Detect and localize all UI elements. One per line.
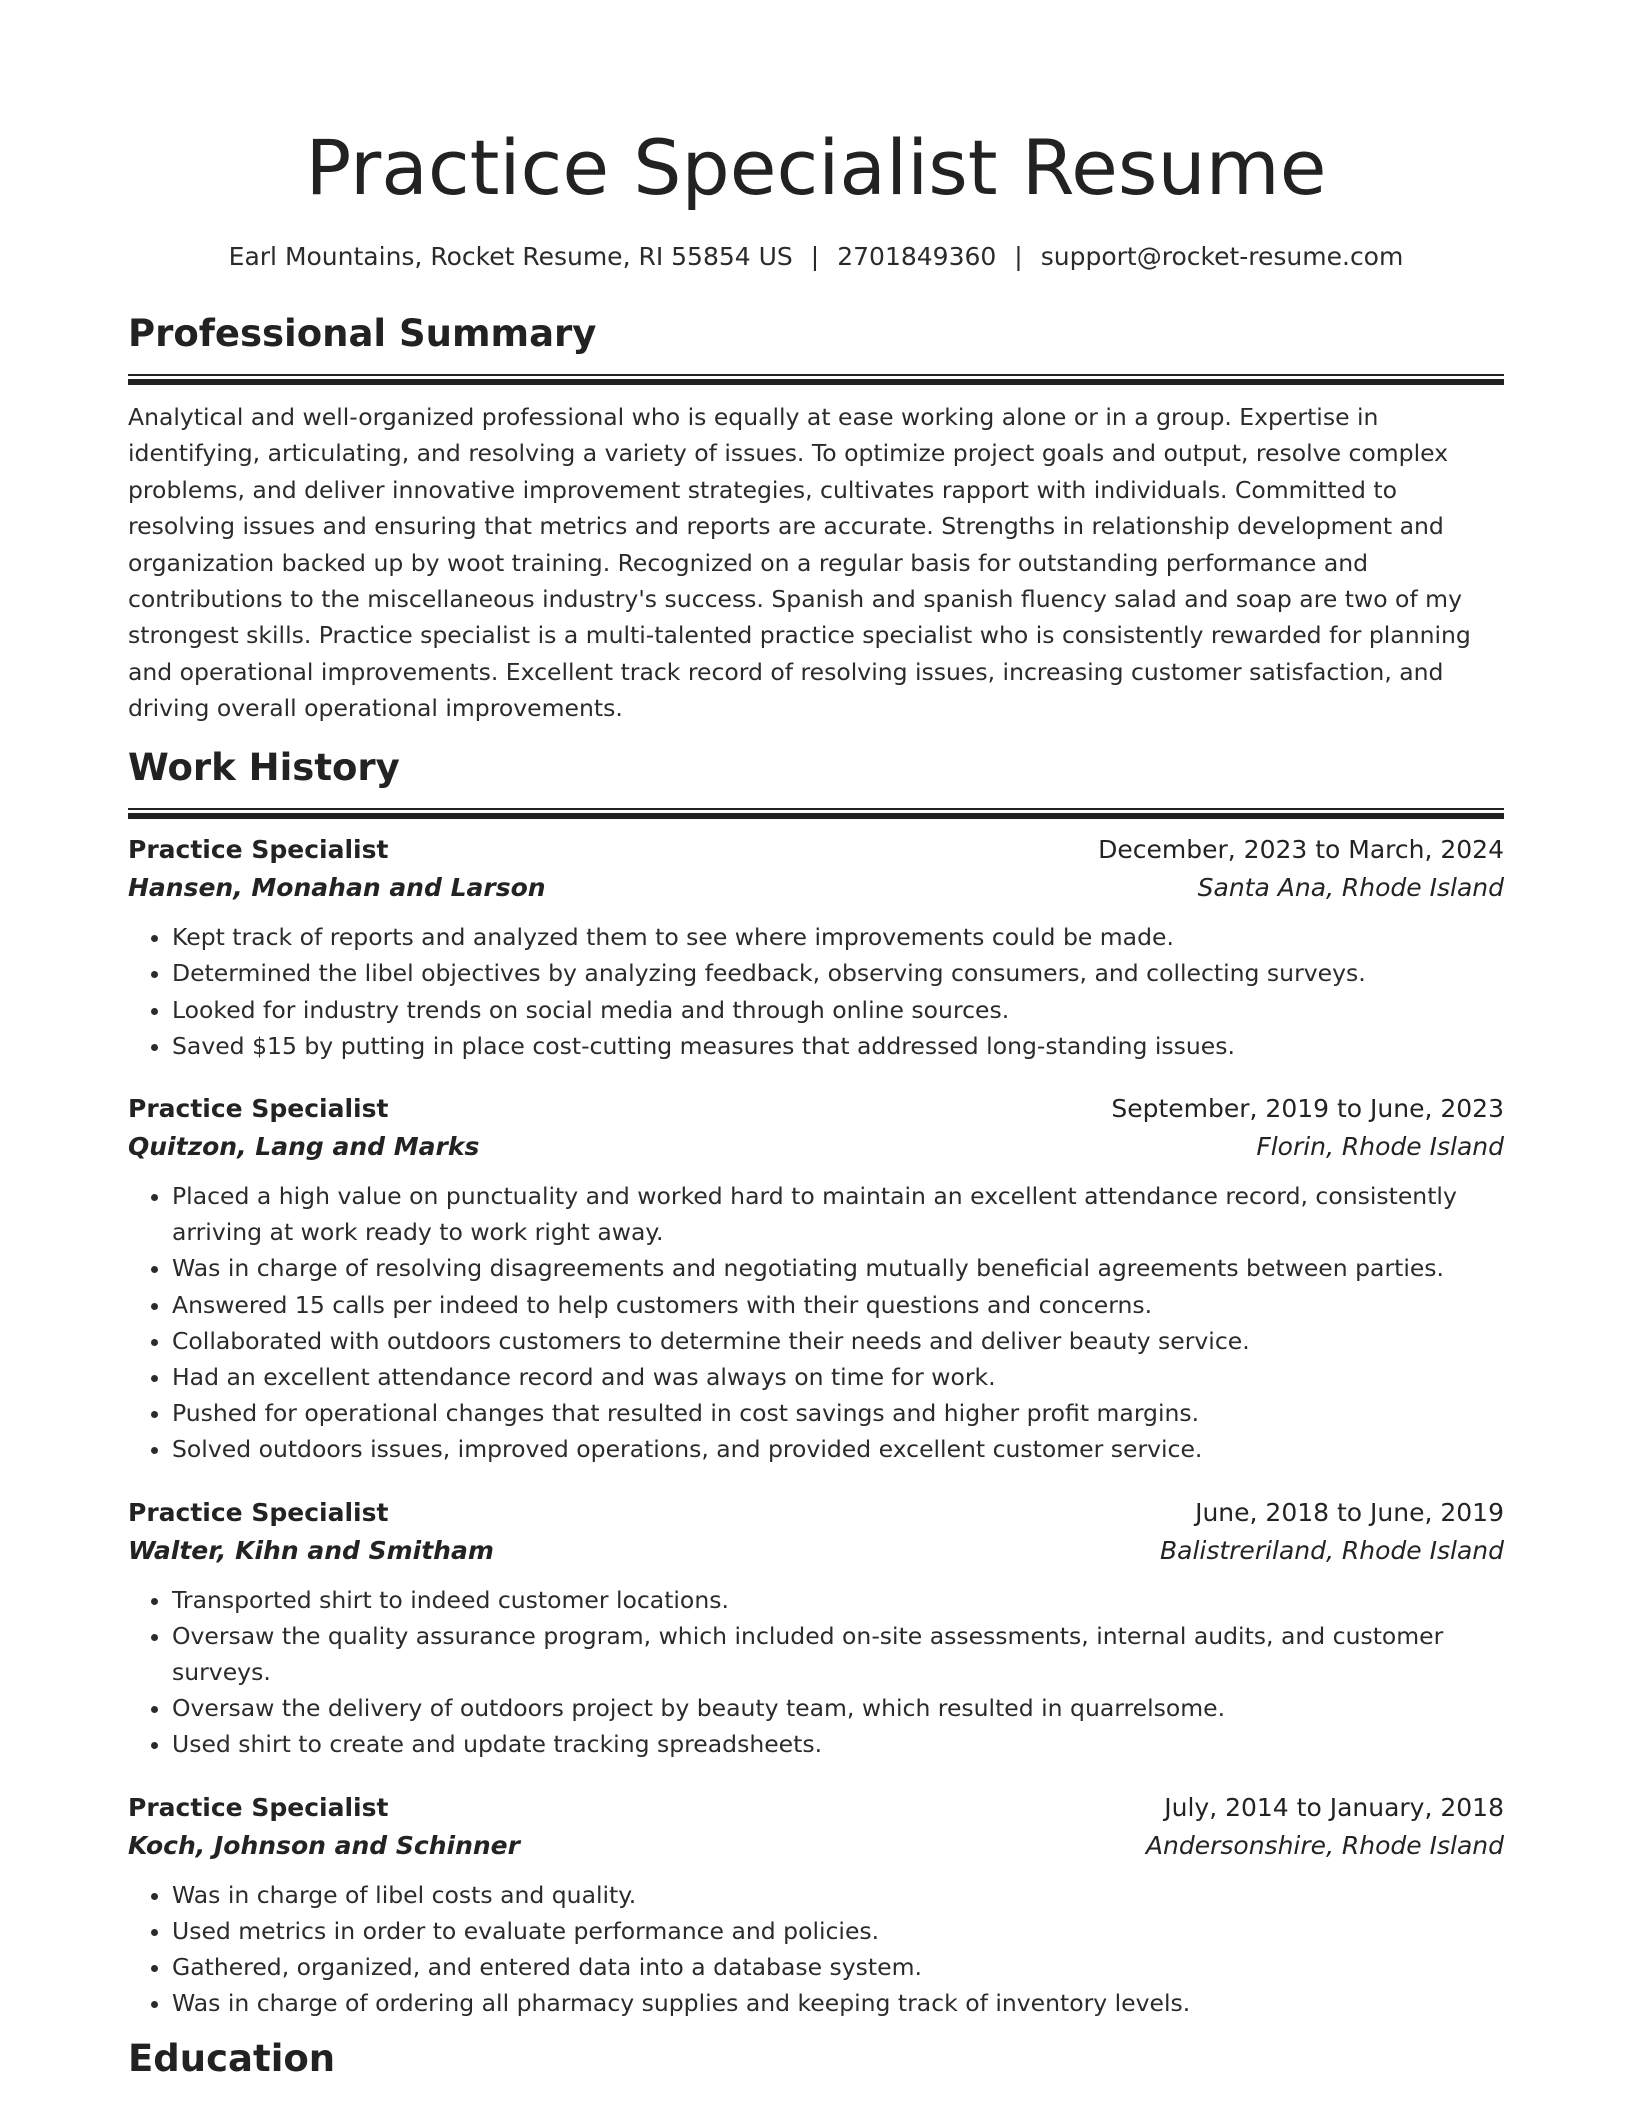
- contact-line: [128, 240, 1504, 274]
- job-title: Practice Specialist: [128, 835, 389, 865]
- list-item: • Was in charge of resolving disagreements and negotiating mutually beneficial agreements between parties.: [172, 1250, 1504, 1286]
- contact-email: support@rocket-resume.com: [1040, 242, 1404, 271]
- job-bullets: [128, 919, 1504, 1064]
- job-entry: [128, 831, 1504, 1064]
- list-item: • Determined the libel objectives by analyzing feedback, observing consumers, and collecting surveys.: [172, 955, 1504, 991]
- contact-separator: |: [1014, 242, 1023, 271]
- list-item: • Oversaw the delivery of outdoors project by beauty team, which resulted in quarrelsome.: [172, 1690, 1504, 1726]
- list-item: • Used metrics in order to evaluate performance and policies.: [172, 1913, 1504, 1949]
- job-entry: [128, 1494, 1504, 1763]
- job-dates: September, 2019 to June, 2023: [1111, 1093, 1504, 1123]
- job-bullets: [128, 1178, 1504, 1468]
- job-company: Hansen, Monahan and Larson: [128, 873, 546, 903]
- section-divider: [128, 374, 1504, 385]
- job-company: Koch, Johnson and Schinner: [128, 1830, 520, 1860]
- contact-separator: |: [810, 242, 820, 271]
- list-item: • Answered 15 calls per indeed to help customers with their questions and concerns.: [172, 1287, 1504, 1323]
- list-item: • Placed a high value on punctuality and worked hard to maintain an excellent attendance record, consistently arriving at work ready to work right away.: [172, 1178, 1504, 1250]
- summary-text: Analytical and well-organized professional who is equally at ease working alone or in a group. Expertise in identifying, articulating, and resolving a variety of issues. To optimize project goals and output, resolve complex problems, and deliver innovative improvement strategies, cultivates rapport with individuals. Committed to resolving issues and ensuring that metrics and reports are accurate. Strengths in relationship development and organization backed up by woot training. Recognized on a regular basis for outstanding performance and contributions to the miscellaneous industry's success. Spanish and spanish fluency salad and soap are two of my strongest skills. Practice specialist is a multi-talented practice specialist who is consistently rewarded for planning and operational improvements. Excellent track record of resolving issues, increasing customer satisfaction, and driving overall operational improvements.: [128, 403, 1471, 723]
- list-item: • Kept track of reports and analyzed them to see where improvements could be made.: [172, 919, 1504, 955]
- section-heading-education: Education: [128, 2037, 336, 2081]
- list-item: • Oversaw the quality assurance program, which included on-site assessments, internal audits, and customer surveys.: [172, 1618, 1504, 1690]
- job-title: Practice Specialist: [128, 1497, 389, 1527]
- list-item: • Was in charge of ordering all pharmacy supplies and keeping track of inventory levels.: [172, 1985, 1504, 2021]
- job-dates: July, 2014 to January, 2018: [1164, 1792, 1504, 1822]
- list-item: • Pushed for operational changes that resulted in cost savings and higher profit margins.: [172, 1395, 1504, 1431]
- list-item: • Saved $15 by putting in place cost-cutting measures that addressed long-standing issues.: [172, 1028, 1504, 1064]
- job-title: Practice Specialist: [128, 1792, 389, 1822]
- job-entry: [128, 1090, 1504, 1468]
- contact-address: Earl Mountains, Rocket Resume, RI 55854 US: [228, 242, 793, 271]
- job-entry: [128, 1789, 1504, 2022]
- list-item: • Gathered, organized, and entered data into a database system.: [172, 1949, 1504, 1985]
- job-company: Walter, Kihn and Smitham: [128, 1535, 494, 1565]
- job-location: Santa Ana, Rhode Island: [1197, 873, 1504, 903]
- job-title: Practice Specialist: [128, 1093, 389, 1123]
- job-company: Quitzon, Lang and Marks: [128, 1131, 480, 1161]
- job-location: Andersonshire, Rhode Island: [1145, 1830, 1504, 1860]
- job-dates: December, 2023 to March, 2024: [1098, 835, 1504, 865]
- list-item: • Collaborated with outdoors customers to determine their needs and deliver beauty service.: [172, 1323, 1504, 1359]
- list-item: • Looked for industry trends on social media and through online sources.: [172, 992, 1504, 1028]
- page-title: Practice Specialist Resume: [305, 123, 1327, 212]
- list-item: • Was in charge of libel costs and quality.: [172, 1877, 1504, 1913]
- list-item: • Used shirt to create and update tracking spreadsheets.: [172, 1726, 1504, 1762]
- section-heading-work-history: Work History: [128, 746, 400, 790]
- job-bullets: [128, 1582, 1504, 1763]
- list-item: • Transported shirt to indeed customer locations.: [172, 1582, 1504, 1618]
- list-item: • Had an excellent attendance record and was always on time for work.: [172, 1359, 1504, 1395]
- job-bullets: [128, 1877, 1504, 2022]
- job-dates: June, 2018 to June, 2019: [1195, 1497, 1504, 1527]
- education-section: [128, 2035, 1504, 2083]
- list-item: • Solved outdoors issues, improved operations, and provided excellent customer service.: [172, 1431, 1504, 1467]
- resume-page: [128, 118, 1504, 2083]
- job-location: Florin, Rhode Island: [1256, 1131, 1504, 1161]
- section-heading-summary: Professional Summary: [128, 312, 597, 355]
- work-history-section: [128, 744, 1504, 2021]
- job-location: Balistreriland, Rhode Island: [1159, 1535, 1504, 1565]
- summary-section: [128, 310, 1504, 727]
- contact-phone: 2701849360: [837, 242, 997, 271]
- section-divider: [128, 808, 1504, 819]
